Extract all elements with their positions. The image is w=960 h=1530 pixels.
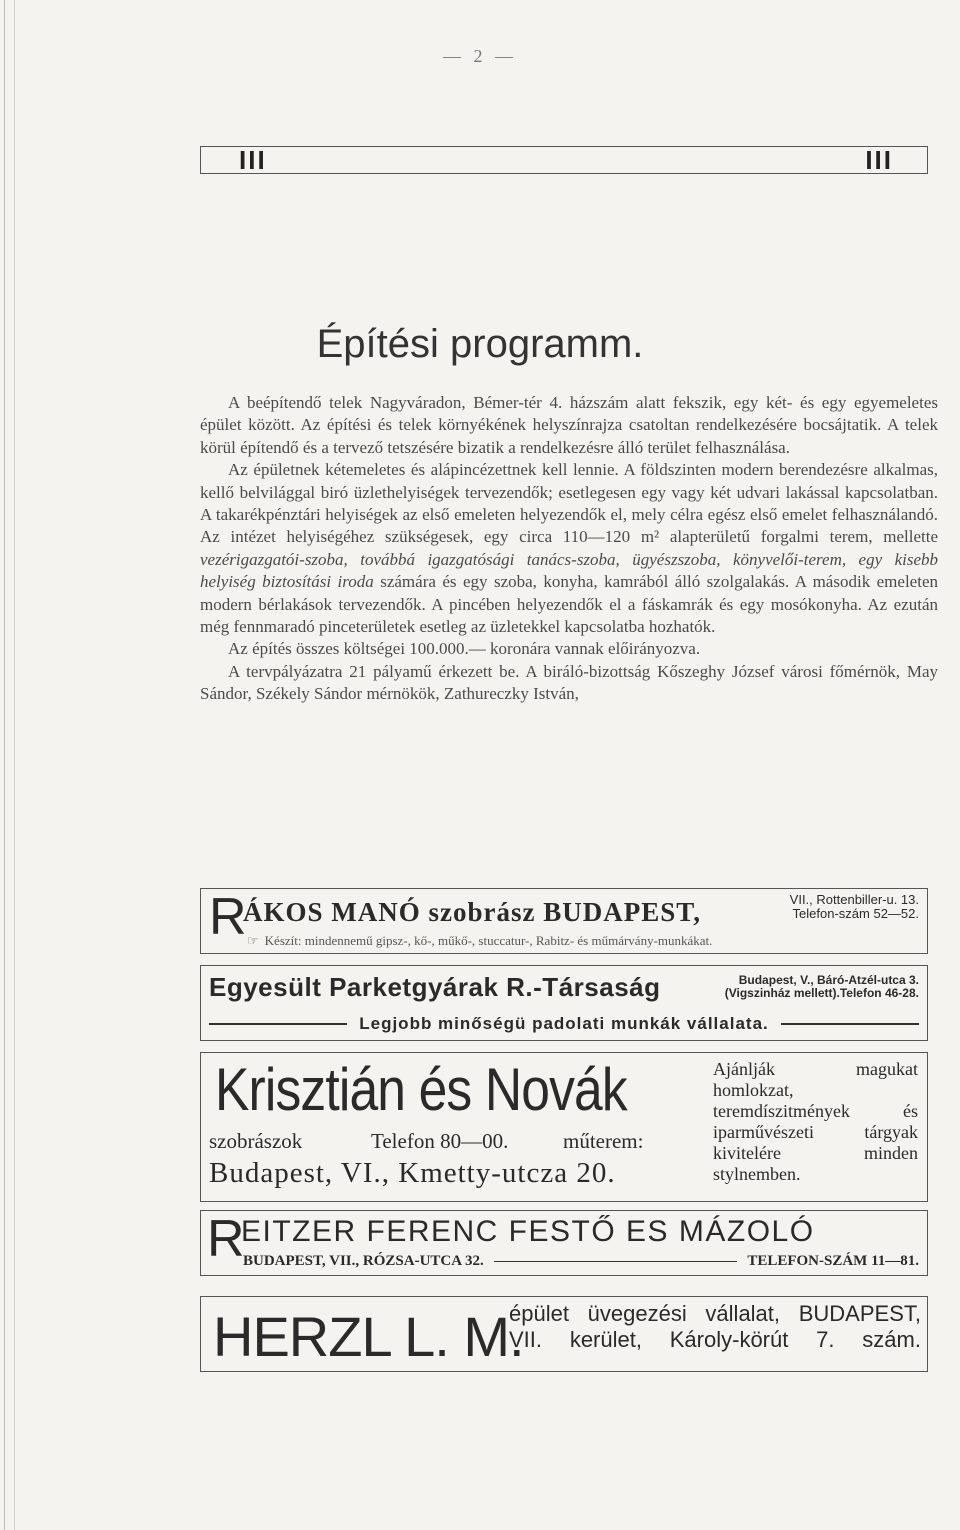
ad-firm-name: Krisztián és Novák — [215, 1056, 627, 1123]
ad-firm-name: EITZER FERENC FESTŐ ES MÁZOLÓ — [241, 1215, 815, 1248]
page-edge — [4, 0, 5, 1530]
ad-address: Budapest, V., Báró-Atzél-utca 3. (Vigszinház mellett).Telefon 46-28. — [724, 973, 919, 1000]
header-mark-right: III — [865, 145, 893, 175]
divider — [494, 1261, 738, 1263]
article-body — [200, 392, 938, 706]
ad-profession: szobrászok — [209, 1129, 303, 1153]
divider — [781, 1023, 919, 1025]
ad-firm-name: Egyesült Parketgyárak R.-Társaság — [209, 972, 661, 1002]
ad-initial: R — [209, 888, 247, 946]
ad-offer: Ajánlják magukat homlokzat, teremdíszitmények és iparművészeti tárgyak kivitelére minden stylnemben. — [713, 1059, 918, 1184]
paragraph: Az építés összes költségei 100.000.— koronára vannak előirányozva. — [228, 639, 701, 659]
ad-slogan: Legjobb minőségü padolati munkák vállalata. — [209, 1014, 919, 1034]
ad-phone: TELEFON-SZÁM 11—81. — [747, 1253, 919, 1269]
ad-services: ☞ Készít: mindennemű gipsz-, kő-, műkő-, stuccatur-, Rabitz- és műmárvány-munkákat. — [247, 933, 713, 948]
header-mark-left: III — [239, 145, 267, 175]
ad-krisztian-novak — [200, 1052, 928, 1202]
ad-parketgyarak — [200, 965, 928, 1041]
ad-studio: műterem: — [563, 1129, 644, 1153]
ad-address: BUDAPEST, VII., RÓZSA-UTCA 32. — [243, 1253, 484, 1269]
ad-details — [243, 1253, 919, 1270]
page-number: — 2 — — [443, 46, 517, 66]
ad-initial: R — [207, 1210, 245, 1268]
paragraph: A tervpályázatra 21 pályamű érkezett be. A biráló-bizottság Kőszeghy József városi főmérnök, May Sándor, Székely Sándor mérnökök, Zathureczky István, — [200, 661, 938, 704]
ad-rakos-mano — [200, 888, 928, 954]
ad-description: épület üvegezési vállalat, BUDAPEST, VII. kerület, Károly-körút 7. szám. — [509, 1301, 921, 1352]
page-title: Építési programm. — [316, 322, 644, 366]
ad-phone: Telefon 80—00. — [371, 1129, 509, 1153]
italic-room-list: vezérigazgatói-szoba, továbbá igazgatósági tanács-szoba, ügyészszoba, könyvelői-terem, egy kisebb helyiség biztosítási iroda — [200, 549, 938, 592]
ad-address: Budapest, VI., Kmetty-utcza 20. — [209, 1157, 616, 1189]
ad-reitzer-ferenc — [200, 1210, 928, 1276]
divider — [209, 1023, 347, 1025]
page-edge — [14, 0, 15, 1530]
ad-firm-name: HERZL L. M. — [213, 1305, 524, 1368]
ad-firm-name: ÁKOS MANÓ szobrász BUDAPEST, — [243, 897, 702, 927]
paragraph: Az épületnek kétemeletes és alápincézettnek kell lennie. A földszinten modern berendezésre alkalmas, kellő belvilággal biró üzlethelyiségek tervezendők; esetlegesen egy vagy két udvari lakással kapcsolatban. A takarékpénztári helyiségek az első emeleten helyezendők el, mely célra egész első emelet felhasználandó. Az intézet helyiségéhez szükségesek, egy circa 110—120 m² alapterületű forgalmi terem, mellette vezérigazgatói-szoba, továbbá igazgatósági tanács-szoba, ügyészszoba, könyvelői-terem, egy kisebb helyiség biztosítási iroda számára és egy szoba, konyha, kamrából álló szolgalakás. A második emeleten modern bérlakások tervezendők. A pincében helyezendők el a fáskamrák és egy mosókonyha. Az ezután még fennmaradó pinceterületek esetleg az üzletekkel kapcsolatba hozhatók. — [200, 460, 938, 637]
header-band — [200, 146, 928, 174]
ad-herzl — [200, 1296, 928, 1372]
ad-address: VII., Rottenbiller-u. 13. Telefon-szám 52—52. — [789, 892, 919, 921]
paragraph: A beépítendő telek Nagyváradon, Bémer-tér 4. házszám alatt fekszik, egy két- és egy egyemeletes épület között. Az építési és telek környékének helyszínrajza csatoltan rendelkezésére bocsájtatik. A telek körül építendő és a tervező tetszésére bizatik a rendelkezésre álló terület felhasználása. — [200, 393, 938, 457]
pointing-hand-icon: ☞ — [247, 933, 259, 948]
